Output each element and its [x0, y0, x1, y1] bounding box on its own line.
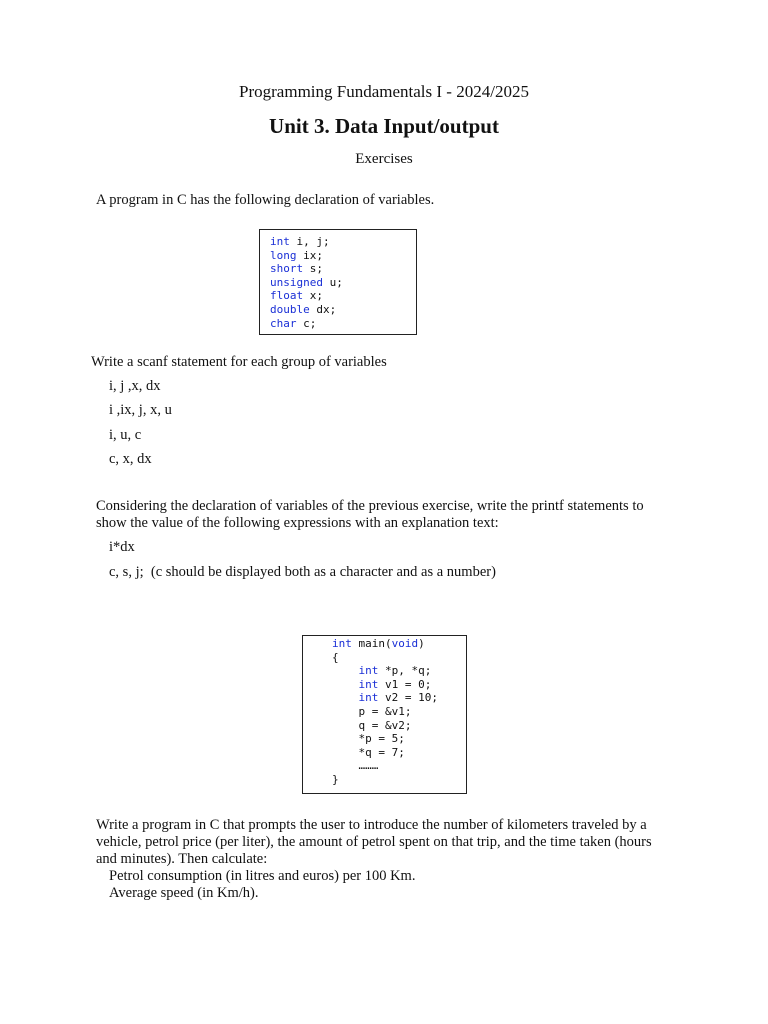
code-text: x;	[303, 289, 323, 303]
code-text: c;	[296, 316, 317, 330]
code-keyword: int	[270, 235, 290, 248]
code-line	[270, 303, 343, 317]
code-line	[332, 746, 438, 760]
code-text: }	[332, 772, 339, 786]
code-text: q = &v2;	[358, 718, 412, 732]
code-keyword: char	[270, 316, 297, 330]
code-line	[332, 664, 438, 678]
code-keyword: int	[358, 691, 379, 705]
code-text: *p, *q;	[378, 664, 432, 678]
exercise4-line2: vehicle, petrol price (per liter), the amount of petrol spent on that trip, and the time taken (hours	[96, 834, 652, 850]
code-keyword: short	[270, 262, 304, 276]
scanf-group-item: i, u, c	[109, 427, 142, 443]
code-text: ………	[358, 759, 379, 773]
code-line	[332, 732, 438, 746]
code-line	[270, 235, 343, 249]
code-keyword: double	[270, 302, 310, 316]
code-text: u;	[322, 275, 343, 289]
unit-title: Unit 3. Data Input/output	[269, 114, 499, 138]
code-text: *q = 7;	[358, 745, 405, 759]
printf-expression-item: c, s, j; (c should be displayed both as a character and as a number)	[109, 564, 496, 580]
course-title: Programming Fundamentals I - 2024/2025	[239, 82, 529, 101]
declarations-code	[270, 235, 343, 330]
exercise4-line1: Write a program in C that prompts the user to introduce the number of kilometers traveled by a	[96, 817, 647, 833]
code-line	[270, 262, 343, 276]
section-heading: Exercises	[355, 151, 413, 167]
code-line	[332, 637, 438, 651]
scanf-group-item: i, j ,x, dx	[109, 378, 161, 394]
code-text: i, j;	[289, 235, 330, 248]
code-line	[270, 276, 343, 290]
code-line	[332, 719, 438, 733]
exercise4-item-speed: Average speed (in Km/h).	[109, 885, 259, 901]
code-text: ix;	[296, 248, 323, 262]
code-text: *p = 5;	[358, 732, 405, 746]
code-text: main(	[351, 637, 392, 650]
code-line	[270, 289, 343, 303]
code-text: s;	[303, 262, 323, 276]
code-line	[270, 249, 343, 263]
code-keyword: unsigned	[270, 275, 323, 289]
code-keyword: float	[270, 289, 304, 303]
code-line	[332, 773, 438, 787]
code-keyword: int	[358, 677, 379, 691]
code-line	[332, 705, 438, 719]
code-text: dx;	[309, 302, 337, 316]
pointer-code-box	[302, 635, 467, 794]
code-text: v2 = 10;	[378, 691, 438, 705]
code-text: )	[418, 637, 425, 650]
pointer-code	[332, 637, 438, 787]
code-line	[332, 691, 438, 705]
exercise1-instruction: Write a scanf statement for each group of variables	[91, 354, 387, 370]
code-text: {	[332, 650, 339, 664]
declarations-code-box	[259, 229, 417, 335]
code-text: p = &v1;	[358, 704, 412, 718]
exercise1-intro: A program in C has the following declaration of variables.	[96, 192, 435, 208]
scanf-group-item: i ,ix, j, x, u	[109, 402, 172, 418]
exercise2-text-line2: show the value of the following expressions with an explanation text:	[96, 515, 499, 531]
code-text: v1 = 0;	[378, 677, 432, 691]
exercise4-item-consumption: Petrol consumption (in litres and euros) per 100 Km.	[109, 868, 416, 884]
code-keyword: long	[270, 248, 297, 262]
code-keyword: int	[332, 637, 352, 650]
scanf-group-item: c, x, dx	[109, 451, 152, 467]
printf-expression-item: i*dx	[109, 539, 135, 555]
code-line	[332, 678, 438, 692]
code-line	[270, 317, 343, 331]
code-line	[332, 759, 438, 773]
code-keyword: int	[358, 664, 379, 678]
code-line	[332, 651, 438, 665]
code-keyword: void	[391, 637, 419, 650]
exercise4-line3: and minutes). Then calculate:	[96, 851, 268, 867]
exercise2-text-line1: Considering the declaration of variables of the previous exercise, write the printf statements to	[96, 498, 644, 514]
